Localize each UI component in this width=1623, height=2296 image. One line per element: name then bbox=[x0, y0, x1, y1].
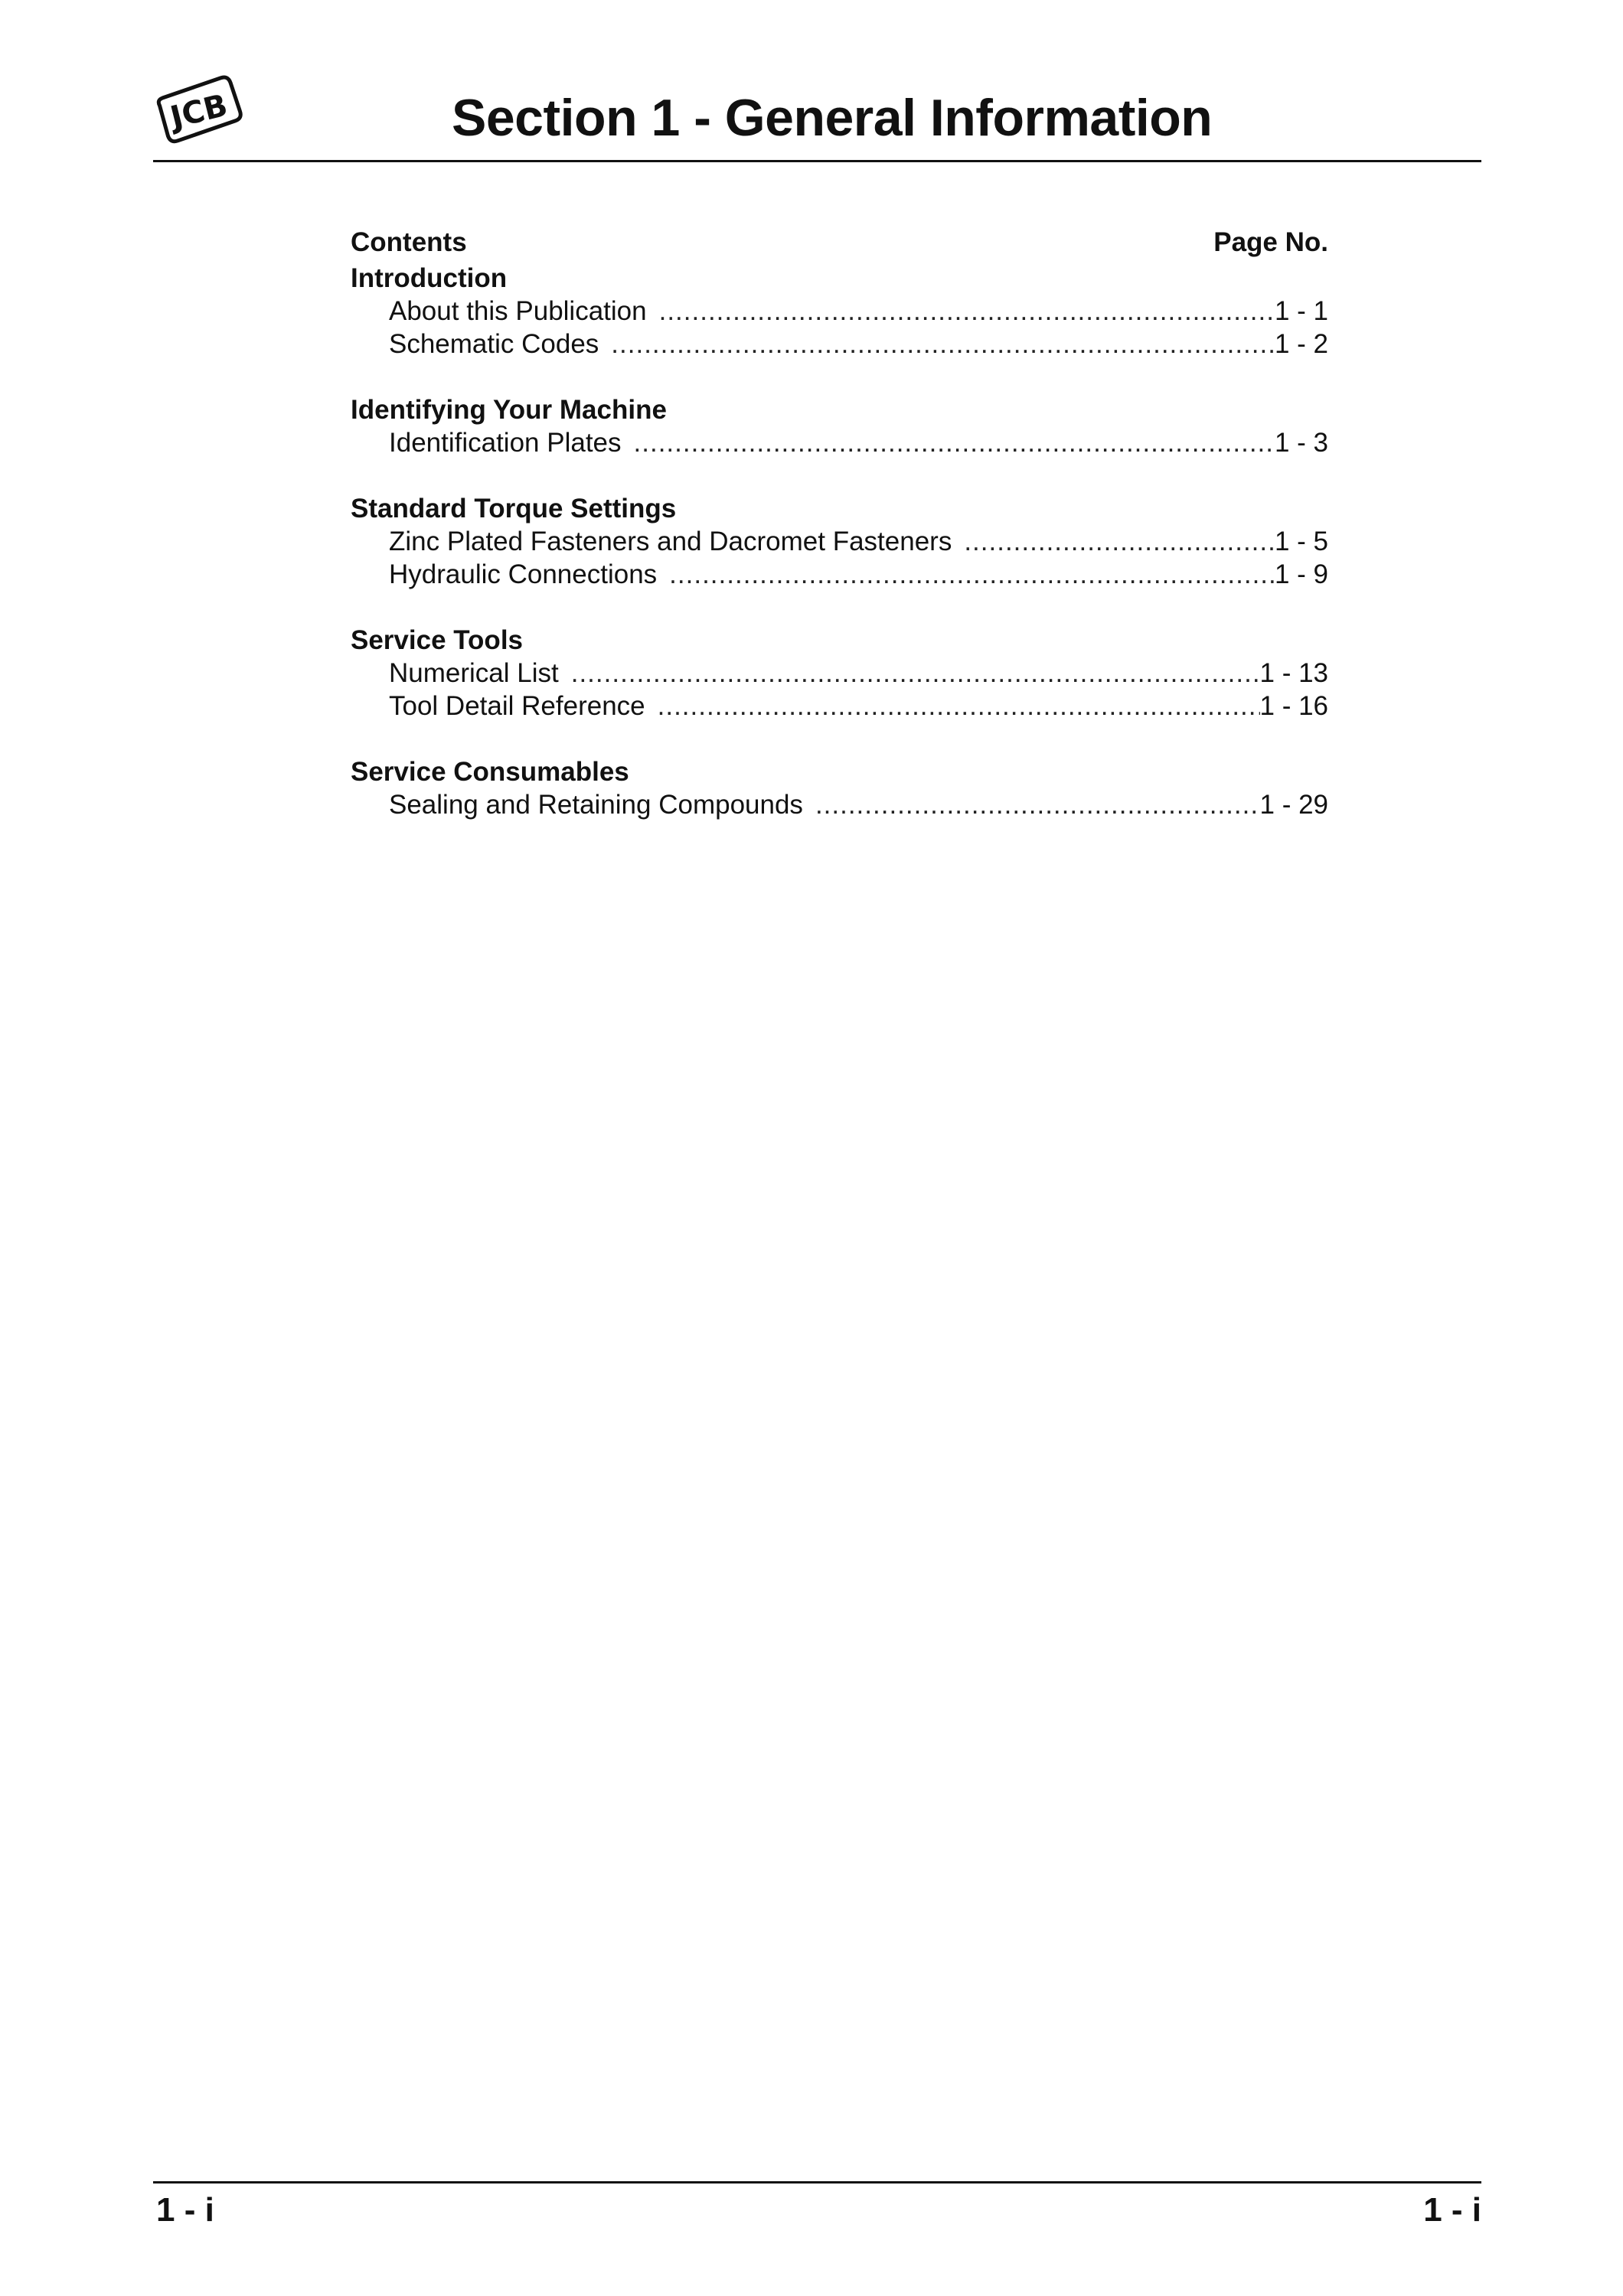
toc-entry-page: 1 - 5 bbox=[1274, 527, 1328, 556]
toc-entry-page: 1 - 2 bbox=[1274, 329, 1328, 359]
toc-entry[interactable] bbox=[351, 295, 1328, 328]
dot-leader bbox=[964, 525, 1275, 558]
page-title: Section 1 - General Information bbox=[452, 89, 1213, 147]
toc-group-title: Standard Torque Settings bbox=[351, 494, 677, 523]
toc-group-introduction bbox=[351, 262, 1328, 360]
toc-group-standard-torque-settings bbox=[351, 492, 1328, 591]
dot-leader bbox=[634, 426, 1275, 459]
dot-leader bbox=[669, 558, 1275, 591]
toc-entry[interactable] bbox=[351, 690, 1328, 722]
toc-group-service-tools bbox=[351, 624, 1328, 722]
toc-group-title: Introduction bbox=[351, 263, 508, 293]
table-of-contents bbox=[351, 223, 1328, 854]
toc-group-title: Service Consumables bbox=[351, 757, 629, 787]
toc-entry[interactable] bbox=[351, 558, 1328, 591]
toc-entry-page: 1 - 16 bbox=[1259, 691, 1328, 721]
logo-text: JCB bbox=[167, 87, 231, 136]
toc-entry[interactable] bbox=[351, 657, 1328, 690]
header-rule bbox=[153, 160, 1481, 162]
toc-entry-page: 1 - 29 bbox=[1259, 790, 1328, 820]
dot-leader bbox=[659, 295, 1275, 328]
toc-entry-label: About this Publication bbox=[389, 296, 647, 326]
toc-group-title: Identifying Your Machine bbox=[351, 395, 667, 425]
toc-entry-label: Sealing and Retaining Compounds bbox=[389, 790, 803, 820]
toc-entry-page: 1 - 9 bbox=[1274, 559, 1328, 589]
toc-group-identifying-your-machine bbox=[351, 393, 1328, 459]
dot-leader bbox=[658, 690, 1260, 722]
contents-label: Contents bbox=[351, 227, 467, 257]
toc-entry[interactable] bbox=[351, 788, 1328, 821]
toc-entry-label: Numerical List bbox=[389, 658, 559, 688]
toc-entry-page: 1 - 13 bbox=[1259, 658, 1328, 688]
dot-leader bbox=[571, 657, 1260, 690]
page-number-label: Page No. bbox=[1213, 227, 1328, 257]
jcb-logo-icon bbox=[153, 73, 245, 150]
footer-rule bbox=[153, 2181, 1481, 2183]
toc-entry-label: Schematic Codes bbox=[389, 329, 599, 359]
page-number-left: 1 - i bbox=[156, 2191, 214, 2229]
toc-entry-label: Zinc Plated Fasteners and Dacromet Fasteners bbox=[389, 527, 952, 556]
toc-header bbox=[351, 223, 1328, 262]
dot-leader bbox=[815, 788, 1260, 821]
toc-group-title: Service Tools bbox=[351, 625, 524, 655]
toc-entry-label: Hydraulic Connections bbox=[389, 559, 658, 589]
dot-leader bbox=[611, 328, 1275, 360]
toc-entry-page: 1 - 1 bbox=[1274, 296, 1328, 326]
page-number-right: 1 - i bbox=[1423, 2191, 1481, 2229]
toc-entry-label: Tool Detail Reference bbox=[389, 691, 645, 721]
toc-entry[interactable] bbox=[351, 426, 1328, 459]
toc-entry-page: 1 - 3 bbox=[1274, 428, 1328, 458]
toc-group-service-consumables bbox=[351, 755, 1328, 821]
toc-entry[interactable] bbox=[351, 525, 1328, 558]
toc-entry[interactable] bbox=[351, 328, 1328, 360]
toc-entry-label: Identification Plates bbox=[389, 428, 622, 458]
